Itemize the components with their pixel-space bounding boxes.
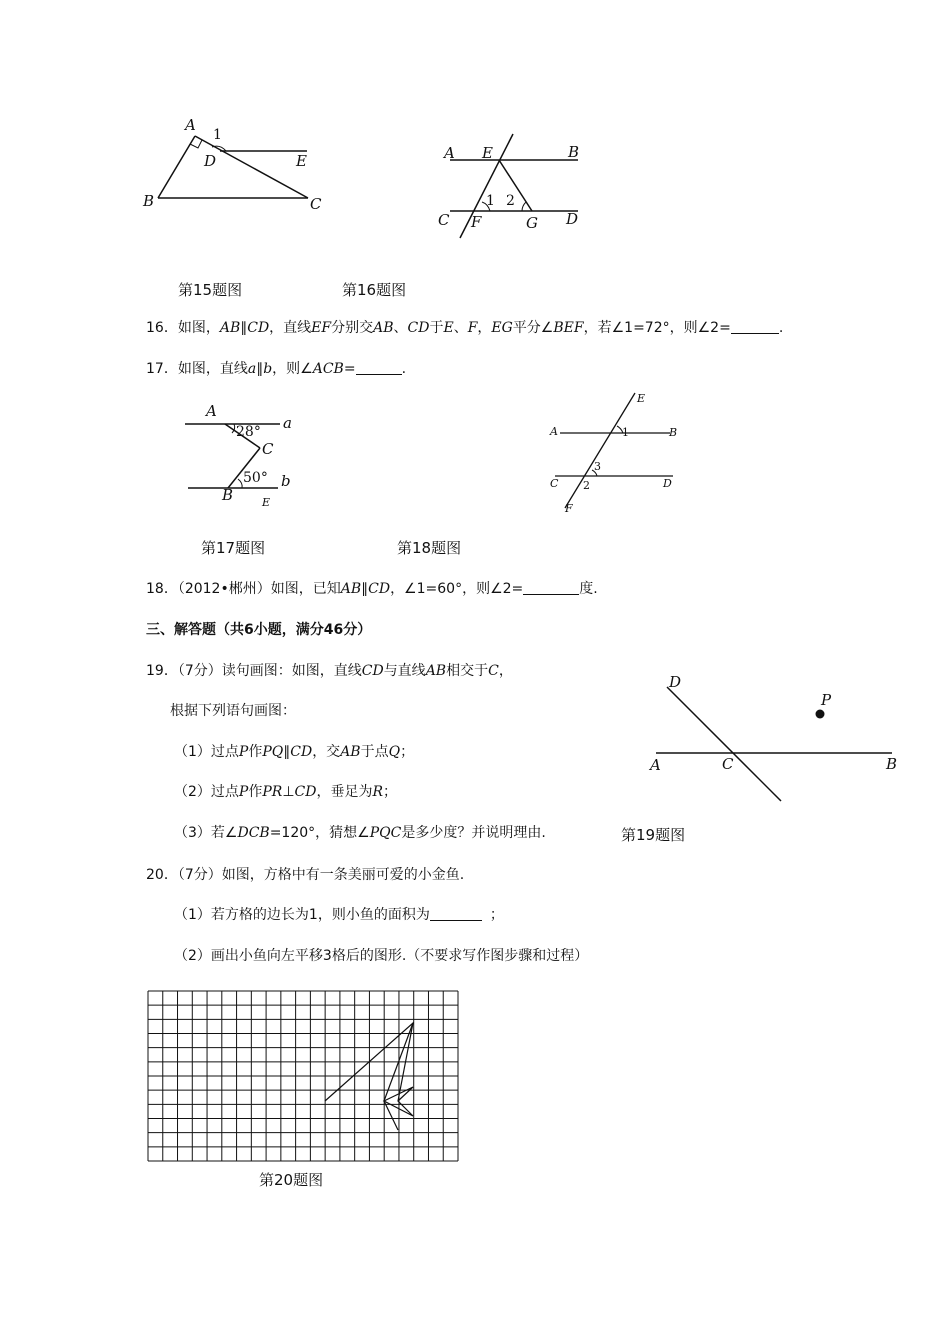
fish-tail-line — [384, 1101, 398, 1130]
fig19-label-a: A — [650, 756, 661, 774]
fig15-label-d: D — [204, 152, 217, 170]
fig17-label-b: B — [222, 486, 234, 504]
figure-17 — [180, 400, 310, 510]
fig19-label-d: D — [669, 673, 682, 691]
section-heading: 三、解答题（共6小题，满分46分） — [146, 622, 372, 638]
question-18: 18．（2012•郴州）如图，已知AB∥CD，∠1=60°，则∠2= 度. — [146, 581, 598, 597]
fig19-label-b: B — [886, 755, 898, 773]
caption-fig18: 第18题图 — [397, 539, 462, 557]
fig17-angle-50: 50° — [243, 470, 268, 486]
fig19-label-c: C — [722, 755, 734, 773]
question-19-line2: 根据下列语句画图： — [170, 703, 296, 719]
question-19-step2: （2）过点P作PR⊥CD，垂足为R； — [174, 784, 397, 800]
caption-fig19: 第19题图 — [621, 826, 686, 844]
figure-16 — [430, 130, 590, 240]
question-17: 17．如图，直线a∥b，则∠ACB= . — [146, 361, 407, 377]
question-19-step3: （3）若∠DCB=120°，猜想∠PQC是多少度？并说明理由. — [174, 825, 546, 841]
question-19-step1: （1）过点P作PQ∥CD，交AB于点Q； — [174, 744, 415, 760]
fig17-label-c: C — [262, 440, 274, 458]
caption-fig20: 第20题图 — [259, 1171, 324, 1189]
answer-blank-18[interactable] — [523, 580, 579, 595]
fig16-label-g: G — [526, 214, 538, 232]
fig17-label-a: A — [206, 402, 217, 420]
fig19-label-p: P — [821, 691, 832, 709]
fig16-label-c: C — [438, 211, 450, 229]
fig15-label-1: 1 — [213, 127, 222, 143]
fig18-label-1: 1 — [622, 426, 629, 439]
fig17-angle-28: 28° — [236, 424, 261, 440]
question-20: 20．（7分）如图，方格中有一条美丽可爱的小金鱼. — [146, 867, 465, 883]
fig15-label-e: E — [296, 152, 307, 170]
question-16: 16．如图，AB∥CD，直线EF分别交AB、CD于E、F，EG平分∠BEF，若∠1=72°，则∠2= . — [146, 320, 784, 336]
question-20-step1: （1）若方格的边长为1，则小鱼的面积为 ； — [174, 907, 504, 923]
fig16-label-1: 1 — [486, 193, 495, 209]
fig18-label-b: B — [669, 426, 678, 439]
question-19: 19．（7分）读句画图：如图，直线CD与直线AB相交于C， — [146, 663, 513, 679]
fig16-label-d: D — [566, 210, 579, 228]
caption-fig16: 第16题图 — [342, 281, 407, 299]
fig18-label-a: A — [550, 425, 558, 438]
fig18-label-f: F — [565, 502, 573, 515]
fig18-label-d: D — [663, 477, 672, 490]
fig16-label-b: B — [568, 143, 580, 161]
fig18-label-2: 2 — [583, 479, 590, 492]
question-20-step2: （2）画出小鱼向左平移3格后的图形.（不要求写作图步骤和过程） — [174, 948, 589, 964]
fig15-label-b: B — [143, 192, 155, 210]
figure-19 — [640, 670, 910, 810]
answer-blank-16[interactable] — [731, 319, 779, 334]
fig16-label-e: E — [482, 144, 493, 162]
fig15-label-a: A — [185, 116, 196, 134]
answer-blank-17[interactable] — [356, 360, 402, 375]
figure-18 — [545, 390, 685, 515]
fig16-label-a: A — [444, 144, 455, 162]
fig15-label-c: C — [310, 195, 322, 213]
fig17-label-a-line: a — [283, 414, 292, 432]
fig18-label-3: 3 — [594, 460, 601, 473]
fig16-label-2: 2 — [506, 193, 515, 209]
figure-20-grid — [147, 990, 459, 1162]
fig18-label-e: E — [637, 392, 646, 405]
fig17-label-e: E — [262, 496, 271, 509]
fig17-label-b-line: b — [281, 472, 291, 490]
fig18-label-c: C — [550, 477, 559, 490]
answer-blank-20[interactable] — [430, 906, 482, 921]
caption-fig17: 第17题图 — [201, 539, 266, 557]
figure-15 — [140, 110, 340, 220]
fig16-label-f: F — [471, 213, 482, 231]
caption-fig15: 第15题图 — [178, 281, 243, 299]
